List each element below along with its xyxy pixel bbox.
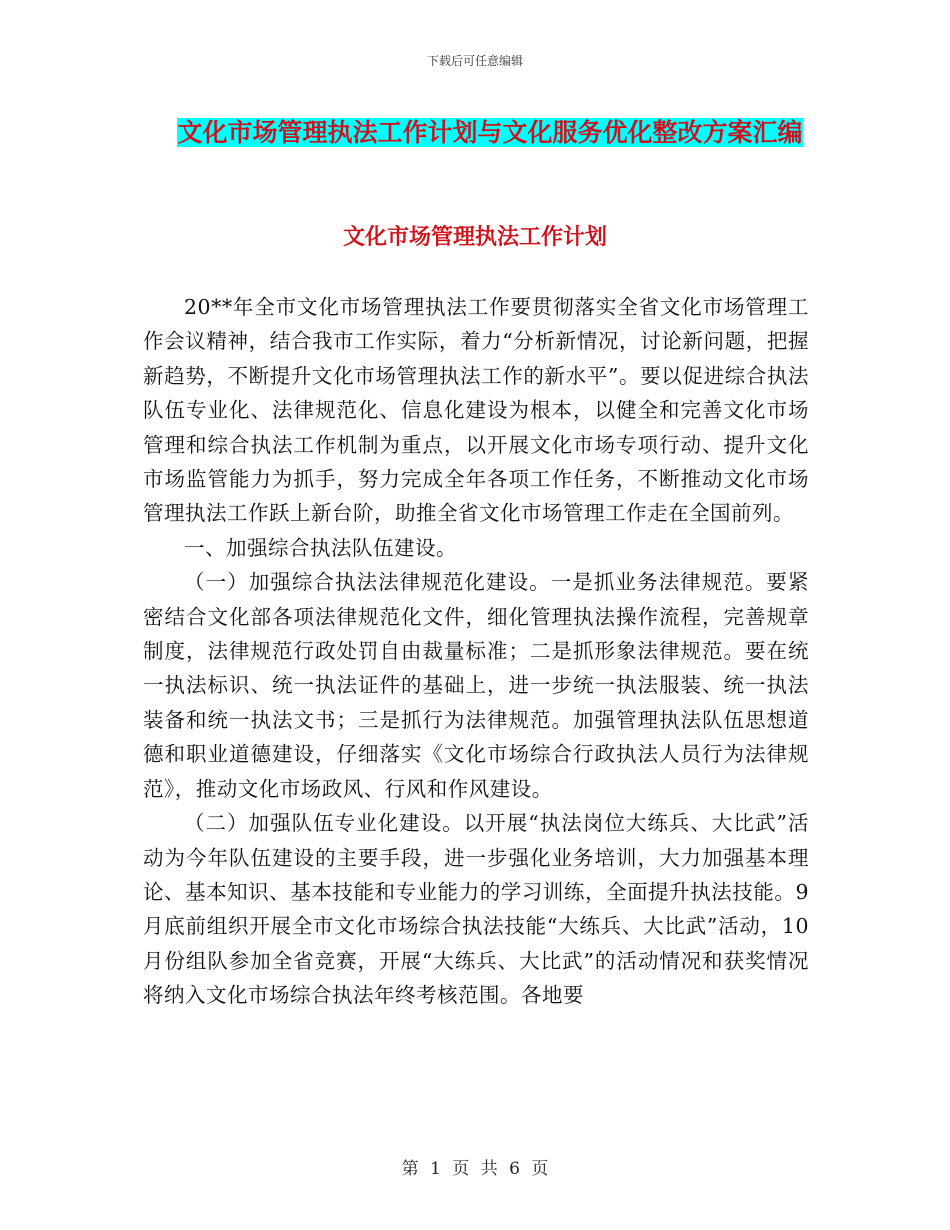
document-body [143, 290, 809, 1013]
paragraph-subsection-2: （二）加强队伍专业化建设。以开展“执法岗位大练兵、大比武”活动为今年队伍建设的主要手段，进一步强化业务培训，大力加强基本理论、基本知识、基本技能和专业能力的学习训练，全面提升执法技能。9月底前组织开展全市文化市场综合执法技能“大练兵、大比武”活动，10月份组队参加全省竞赛，开展“大练兵、大比武”的活动情况和获奖情况将纳入文化市场综合执法年终考核范围。各地要 [143, 811, 809, 1008]
paragraph-subsection-1: （一）加强综合执法法律规范化建设。一是抓业务法律规范。要紧密结合文化部各项法律规范化文件，细化管理执法操作流程，完善规章制度，法律规范行政处罚自由裁量标准；二是抓形象法律规范。要在统一执法标识、统一执法证件的基础上，进一步统一执法服装、统一执法装备和统一执法文书；三是抓行为法律规范。加强管理执法队伍思想道德和职业道德建设，仔细落实《文化市场综合行政执法人员行为法律规范》，推动文化市场政风、行风和作风建设。 [143, 570, 809, 801]
section-title: 文化市场管理执法工作计划 [342, 224, 607, 250]
paragraph-heading-1: 一、加强综合执法队伍建设。 [184, 535, 457, 560]
page-number: 第 1 页 共 6 页 [401, 1159, 549, 1179]
document-title [150, 110, 830, 155]
header-note: 下载后可任意编辑 [426, 54, 523, 68]
paragraph-intro: 20**年全市文化市场管理执法工作要贯彻落实全省文化市场管理工作会议精神，结合我市工作实际，着力“分析新情况，讨论新问题，把握新趋势，不断提升文化市场管理执法工作的新水平”。要以促进综合执法队伍专业化、法律规范化、信息化建设为根本，以健全和完善文化市场管理和综合执法工作机制为重点，以开展文化市场专项行动、提升文化市场监管能力为抓手，努力完成全年各项工作任务，不断推动文化市场管理执法工作跃上新台阶，助推全省文化市场管理工作走在全国前列。 [143, 295, 809, 526]
document-title-text: 文化市场管理执法工作计划与文化服务优化整改方案汇编 [177, 118, 803, 147]
